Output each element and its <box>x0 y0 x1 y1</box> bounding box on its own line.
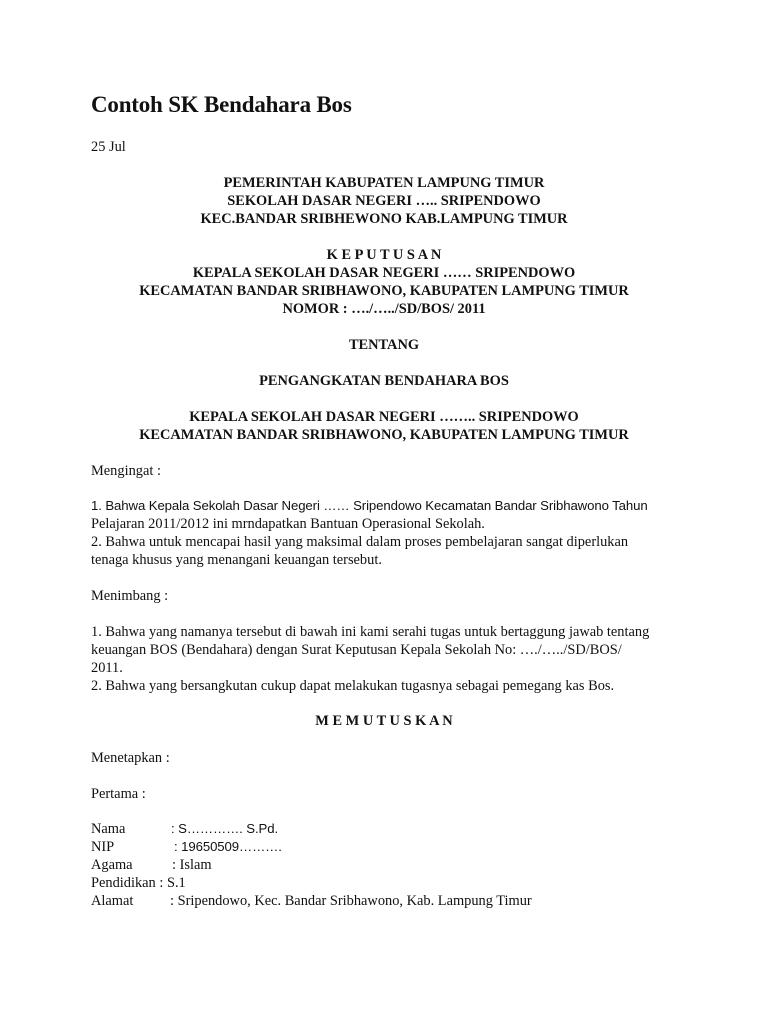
mengingat-label: Mengingat : <box>91 463 161 479</box>
issuer-region: KECAMATAN BANDAR SRIBHAWONO, KABUPATEN LAMPUNG TIMUR <box>139 427 629 443</box>
keputusan-heading: K E P U T U S A N <box>326 247 442 263</box>
menimbang-label: Menimbang : <box>91 588 169 604</box>
alamat-value: : Sripendowo, Kec. Bandar Sribhawono, Kab. Lampung Timur <box>170 893 532 909</box>
alamat-label: Alamat <box>91 893 134 909</box>
header-school: SEKOLAH DASAR NEGERI ….. SRIPENDOWO <box>227 193 541 209</box>
menetapkan-label: Menetapkan : <box>91 750 170 766</box>
menimbang-item-1-year: 2011. <box>91 660 123 676</box>
nama-label: Nama <box>91 821 126 837</box>
issuer-headmaster: KEPALA SEKOLAH DASAR NEGERI …….. SRIPENDOWO <box>189 409 579 425</box>
nip-value: : 19650509………. <box>174 839 282 854</box>
keputusan-headmaster: KEPALA SEKOLAH DASAR NEGERI …… SRIPENDOWO <box>192 265 576 281</box>
keputusan-region: KECAMATAN BANDAR SRIBHAWONO, KABUPATEN LAMPUNG TIMUR <box>139 283 629 299</box>
mengingat-item-2: 2. Bahwa untuk mencapai hasil yang maksimal dalam proses pembelajaran sangat diperlukan <box>91 534 629 550</box>
nip-label: NIP <box>91 839 115 855</box>
decree-subject: PENGANGKATAN BENDAHARA BOS <box>259 373 509 389</box>
pertama-label: Pertama : <box>91 786 146 802</box>
mengingat-item-1: 1. Bahwa Kepala Sekolah Dasar Negeri …… Sripendowo Kecamatan Bandar Sribhawono Tahun <box>91 498 648 513</box>
menimbang-item-2: 2. Bahwa yang bersangkutan cukup dapat melakukan tugasnya sebagai pemegang kas Bos. <box>91 678 615 694</box>
menimbang-item-1-cont: keuangan BOS (Bendahara) dengan Surat Keputusan Kepala Sekolah No: …./…../SD/BOS/ <box>91 642 622 658</box>
agama-label: Agama <box>91 857 133 873</box>
mengingat-item-2-cont: tenaga khusus yang menangani keuangan tersebut. <box>91 552 382 568</box>
pendidikan-line: Pendidikan : S.1 <box>91 875 186 891</box>
agama-value: : Islam <box>172 857 212 873</box>
document-title: Contoh SK Bendahara Bos <box>91 92 352 117</box>
decree-number: NOMOR : …./…../SD/BOS/ 2011 <box>282 301 486 317</box>
post-date: 25 Jul <box>91 139 126 155</box>
mengingat-item-1-cont: Pelajaran 2011/2012 ini mrndapatkan Bantuan Operasional Sekolah. <box>91 516 485 532</box>
tentang-heading: TENTANG <box>348 337 420 353</box>
nama-value: : S…………. S.Pd. <box>171 821 279 836</box>
menimbang-item-1: 1. Bahwa yang namanya tersebut di bawah ini kami serahi tugas untuk bertaggung jawab tentang <box>91 624 650 640</box>
header-government: PEMERINTAH KABUPATEN LAMPUNG TIMUR <box>223 175 545 191</box>
header-district: KEC.BANDAR SRIBHEWONO KAB.LAMPUNG TIMUR <box>200 211 568 227</box>
memutuskan-heading: M E M U T U S K A N <box>315 713 453 729</box>
